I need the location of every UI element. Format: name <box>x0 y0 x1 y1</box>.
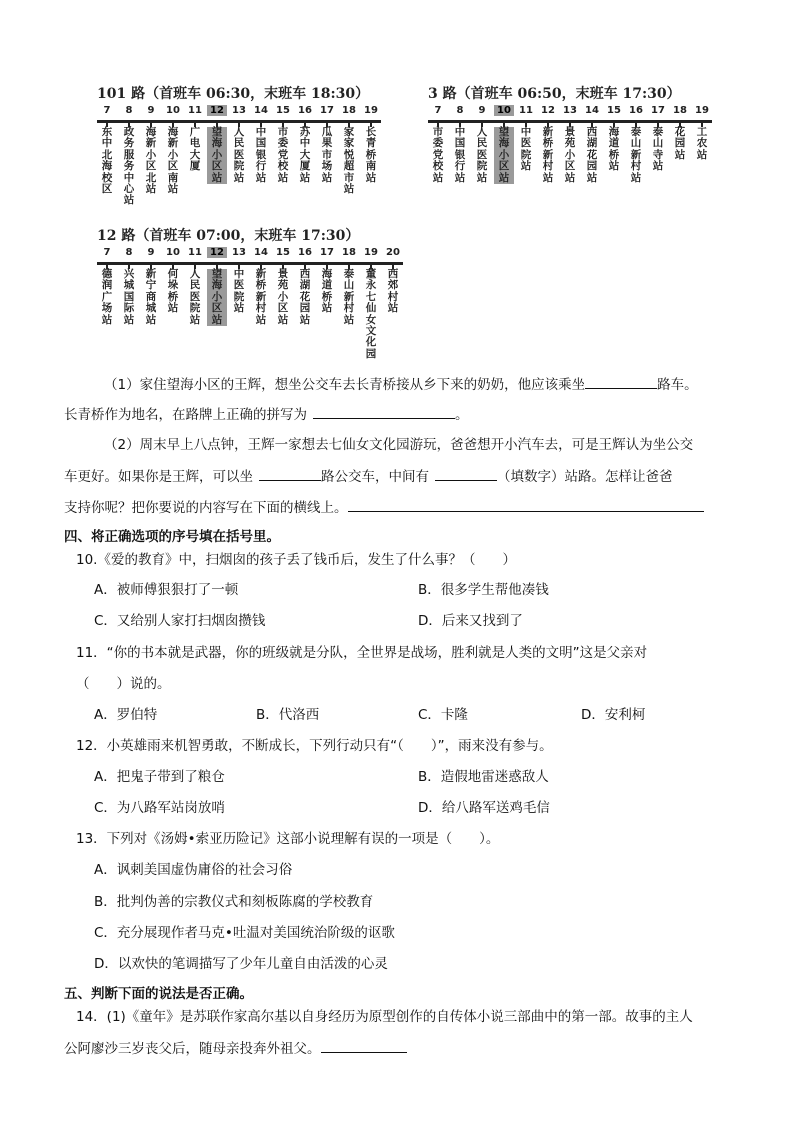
q11-option-c[interactable]: C．卡隆 <box>418 707 468 723</box>
q13-option-c[interactable]: C．充分展现作者马克•吐温对美国统治阶级的讴歌 <box>94 925 395 941</box>
route-stop-number: 14 <box>254 105 268 116</box>
route-stop-name: 瓜果市场站 <box>321 126 333 184</box>
route-stop-number: 18 <box>342 105 356 116</box>
route-stop-number: 9 <box>478 105 486 116</box>
route-stop-name: 董永七仙女文化园 <box>365 268 377 360</box>
q9-part2-line1 <box>104 435 693 455</box>
route-stop-name: 市委党校站 <box>277 126 289 184</box>
q9-part2-text: （2）周末早上八点钟，王辉一家想去七仙女文化园游玩，爸爸想开小汽车去，可是王辉认为坐公交 <box>104 437 694 453</box>
q9-answer-blank[interactable] <box>348 497 704 512</box>
route-stop-name: 海新小区北站 <box>145 126 157 196</box>
q9-part1-suffix: 路车。 <box>657 377 698 393</box>
route-stop-name: 苏中大厦站 <box>299 126 311 184</box>
route-stop-number: 19 <box>695 105 709 116</box>
q9-part1-line1 <box>104 374 698 395</box>
route-stop-name: 人民医院站 <box>233 126 245 184</box>
route-stop-name: 政务服务中心站 <box>123 126 135 207</box>
q13-option-d[interactable]: D．以欢快的笔调描写了少年儿童自由活泼的心灵 <box>94 956 388 972</box>
route-stop-number: 7 <box>434 105 442 116</box>
section-4-heading: 四、将正确选项的序号填在括号里。 <box>64 529 280 545</box>
q9-spelling-blank[interactable] <box>313 404 455 419</box>
route-stop-number: 19 <box>364 105 378 116</box>
q9-part2-text-b: 车更好。如果你是王辉，可以坐 <box>64 469 253 485</box>
route-stop-number: 11 <box>188 105 202 116</box>
route-stop-number: 12 <box>541 105 555 116</box>
route-stop-number: 19 <box>364 247 378 258</box>
q9-route-blank[interactable] <box>585 374 657 389</box>
route-stop-number: 13 <box>232 105 246 116</box>
route-stop-number: 16 <box>298 247 312 258</box>
route-stop-number: 10 <box>494 105 514 116</box>
route-stop-name: 中国银行站 <box>255 126 267 184</box>
route-stop-number: 14 <box>254 247 268 258</box>
route-stop-number: 13 <box>232 247 246 258</box>
q14-line2 <box>64 1038 407 1059</box>
q14-judgement-blank[interactable] <box>321 1038 407 1053</box>
q11-option-d[interactable]: D．安利柯 <box>581 707 646 723</box>
q12-option-a[interactable]: A．把鬼子带到了粮仓 <box>94 769 225 785</box>
q12-stem: 12．小英雄雨来机智勇敢，不断成长，下列行动只有“（ ）”，雨来没有参与。 <box>76 738 553 754</box>
section-5-heading: 五、判断下面的说法是否正确。 <box>64 986 253 1002</box>
q14-line1: 14．(1)《童年》是苏联作家高尔基以自身经历为原型创作的自传体小说三部曲中的第一部。故事的主人 <box>76 1009 693 1025</box>
q10-option-a[interactable]: A．被师傅狠狠打了一顿 <box>94 582 239 598</box>
q9-bus-blank[interactable] <box>259 466 321 481</box>
q9-spelling-suffix: 。 <box>455 407 469 423</box>
q12-option-d[interactable]: D．给八路军送鸡毛信 <box>418 800 550 816</box>
route-stop-name: 中国银行站 <box>454 126 466 184</box>
q9-part2-text-e: 支持你呢？把你要说的内容写在下面的横线上。 <box>64 500 348 516</box>
route-title: 12 路（首班车 07:00，末班车 17:30） <box>97 228 360 244</box>
q10-stem: 10.《爱的教育》中，扫烟囱的孩子丢了钱币后，发生了什么事？（ ） <box>76 552 516 568</box>
q11-option-b[interactable]: B．代洛西 <box>256 707 320 723</box>
route-stop-name: 工农站 <box>696 126 708 161</box>
route-title: 3 路（首班车 06:50，末班车 17:30） <box>428 86 681 102</box>
route-stop-number: 18 <box>673 105 687 116</box>
q10-option-c[interactable]: C．又给别人家打扫烟囱攒钱 <box>94 613 266 629</box>
route-stop-name: 泰山新村站 <box>630 126 642 184</box>
route-stop-number: 16 <box>629 105 643 116</box>
route-stop-name: 东中北海校区 <box>101 126 113 196</box>
route-stop-name: 何垛桥站 <box>167 268 179 315</box>
q9-part2-line2 <box>64 466 673 487</box>
route-stop-number: 9 <box>147 105 155 116</box>
route-stop-number: 15 <box>607 105 621 116</box>
route-stop-name: 景苑小区站 <box>564 126 576 184</box>
route-stop-name: 望海小区站 <box>207 269 227 326</box>
route-stop-name: 望海小区站 <box>207 127 227 184</box>
route-stop-number: 20 <box>386 247 400 258</box>
q9-part2-text-c: 路公交车，中间有 <box>321 469 429 485</box>
route-stop-name: 德润广场站 <box>101 268 113 326</box>
route-stop-number: 15 <box>276 105 290 116</box>
route-stop-number: 11 <box>188 247 202 258</box>
route-stop-name: 广电大厦 <box>189 126 201 173</box>
route-stop-name: 兴城国际站 <box>123 268 135 326</box>
route-stop-name: 中医院站 <box>233 268 245 315</box>
route-stop-name: 西湖花园站 <box>586 126 598 184</box>
route-stop-name: 海道桥站 <box>321 268 333 315</box>
route-stop-number: 10 <box>166 247 180 258</box>
route-stop-name: 新宁商城站 <box>145 268 157 326</box>
q9-part2-text-d: （填数字）站路。怎样让爸爸 <box>497 469 673 485</box>
route-stop-name: 新桥新村站 <box>255 268 267 326</box>
q10-option-b[interactable]: B．很多学生帮他凑钱 <box>418 582 549 598</box>
route-stop-number: 14 <box>585 105 599 116</box>
route-stop-name: 西郊村站 <box>387 268 399 315</box>
route-stop-name: 泰山新村站 <box>343 268 355 326</box>
route-stop-name: 海道桥站 <box>608 126 620 173</box>
q10-option-d[interactable]: D．后来又找到了 <box>418 613 523 629</box>
route-title: 101 路（首班车 06:30，末班车 18:30） <box>97 86 370 102</box>
route-stop-number: 17 <box>320 247 334 258</box>
route-stop-name: 海新小区南站 <box>167 126 179 196</box>
route-stop-name: 人民医院站 <box>189 268 201 326</box>
route-stop-number: 18 <box>342 247 356 258</box>
route-stop-number: 7 <box>103 105 111 116</box>
q13-option-b[interactable]: B．批判伪善的宗教仪式和刻板陈腐的学校教育 <box>94 894 374 910</box>
route-stop-number: 8 <box>456 105 464 116</box>
route-stop-name: 长青桥南站 <box>365 126 377 184</box>
q12-option-c[interactable]: C．为八路军站岗放哨 <box>94 800 225 816</box>
route-stop-name: 西湖花园站 <box>299 268 311 326</box>
route-stop-number: 17 <box>651 105 665 116</box>
route-map-101 <box>97 83 397 207</box>
route-map-3 <box>428 83 728 203</box>
q13-stem: 13．下列对《汤姆•索亚历险记》这部小说理解有误的一项是（ ）。 <box>76 831 500 847</box>
route-stop-number: 12 <box>207 105 227 116</box>
route-map-12 <box>97 225 407 365</box>
q11-stem-line1: 11．“你的书本就是武器，你的班级就是分队，全世界是战场，胜利就是人类的文明”这是父亲对 <box>76 645 648 661</box>
q14-line2-text: 公阿廖沙三岁丧父后，随母亲投奔外祖父。 <box>64 1041 321 1057</box>
q12-option-b[interactable]: B．造假地雷迷惑敌人 <box>418 769 549 785</box>
q13-option-a[interactable]: A．讽刺美国虚伪庸俗的社会习俗 <box>94 862 293 878</box>
q11-stem-line2: （ ）说的。 <box>76 676 171 692</box>
q9-part2-line3 <box>64 497 704 518</box>
route-stop-name: 市委党校站 <box>432 126 444 184</box>
route-stop-name: 景苑小区站 <box>277 268 289 326</box>
route-stop-number: 8 <box>125 247 133 258</box>
route-stop-name: 人民医院站 <box>476 126 488 184</box>
route-stop-name: 中医院站 <box>520 126 532 173</box>
route-stop-number: 16 <box>298 105 312 116</box>
route-stop-number: 10 <box>166 105 180 116</box>
route-stop-number: 9 <box>147 247 155 258</box>
q9-part1-line2 <box>64 404 469 425</box>
route-stop-number: 12 <box>207 247 227 258</box>
route-stop-number: 11 <box>519 105 533 116</box>
route-stop-name: 新桥新村站 <box>542 126 554 184</box>
route-stop-name: 花园站 <box>674 126 686 161</box>
route-stop-number: 7 <box>103 247 111 258</box>
q9-stops-blank[interactable] <box>435 466 497 481</box>
q11-option-a[interactable]: A．罗伯特 <box>94 707 158 723</box>
route-stop-number: 17 <box>320 105 334 116</box>
route-stop-number: 15 <box>276 247 290 258</box>
route-stop-number: 8 <box>125 105 133 116</box>
q9-part1-text: （1）家住望海小区的王辉，想坐公交车去长青桥接从乡下来的奶奶，他应该乘坐 <box>104 377 586 393</box>
route-stop-name: 望海小区站 <box>494 127 514 184</box>
route-stop-name: 家家悦超市站 <box>343 126 355 196</box>
route-line <box>97 262 403 265</box>
q9-spelling-text: 长青桥作为地名，在路牌上正确的拼写为 <box>64 407 307 423</box>
route-stop-number: 13 <box>563 105 577 116</box>
route-stop-name: 泰山寺站 <box>652 126 664 173</box>
